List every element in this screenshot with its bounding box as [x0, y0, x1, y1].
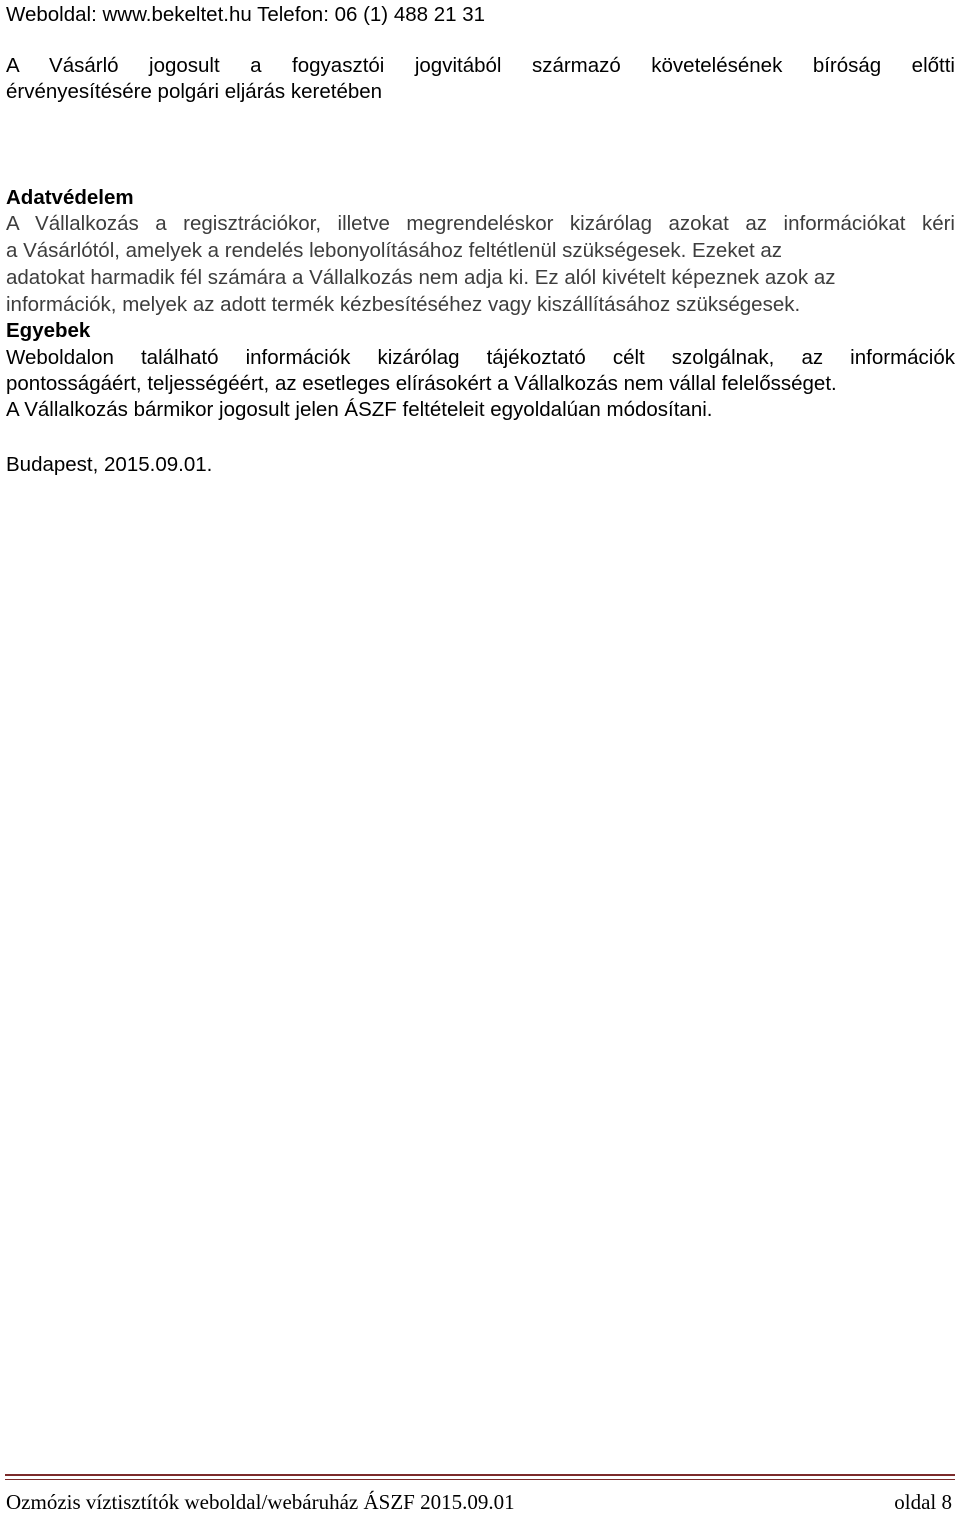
adatvedelem-line-2: a Vásárlótól, amelyek a rendelés lebonyolításához feltétlenül szükségesek. Ezeket az — [6, 239, 783, 262]
footer-divider-thick — [5, 1474, 955, 1476]
intro-line-2: érvényesítésére polgári eljárás keretében — [6, 80, 383, 103]
adatvedelem-line-4: információk, melyek az adott termék kézbesítéséhez vagy kiszállításához szükségesek. — [6, 293, 801, 316]
adatvedelem-line-1: A Vállalkozás a regisztrációkor, illetve megrendeléskor kizárólag azokat az információkat kéri — [6, 212, 955, 235]
place-date: Budapest, 2015.09.01. — [6, 453, 213, 476]
egyebek-line-2: pontosságáért, teljességéért, az esetleges elírásokért a Vállalkozás nem vállal felelősséget. — [6, 372, 837, 395]
footer-document-title: Ozmózis víztisztítók weboldal/webáruház ÁSZF 2015.09.01 — [6, 1490, 515, 1514]
footer-divider-thin — [5, 1479, 955, 1480]
footer-page-number: oldal 8 — [894, 1490, 952, 1514]
contact-line: Weboldal: www.bekeltet.hu Telefon: 06 (1) 488 21 31 — [6, 3, 486, 26]
egyebek-heading: Egyebek — [6, 319, 91, 342]
adatvedelem-heading: Adatvédelem — [6, 186, 134, 209]
egyebek-line-3: A Vállalkozás bármikor jogosult jelen ÁSZF feltételeit egyoldalúan módosítani. — [6, 398, 713, 421]
adatvedelem-line-3: adatokat harmadik fél számára a Vállalkozás nem adja ki. Ez alól kivételt képeznek azok az — [6, 266, 836, 289]
egyebek-line-1: Weboldalon található információk kizárólag tájékoztató célt szolgálnak, az információk — [6, 346, 955, 369]
intro-line-1: A Vásárló jogosult a fogyasztói jogvitából származó követelésének bíróság előtti — [6, 54, 955, 77]
